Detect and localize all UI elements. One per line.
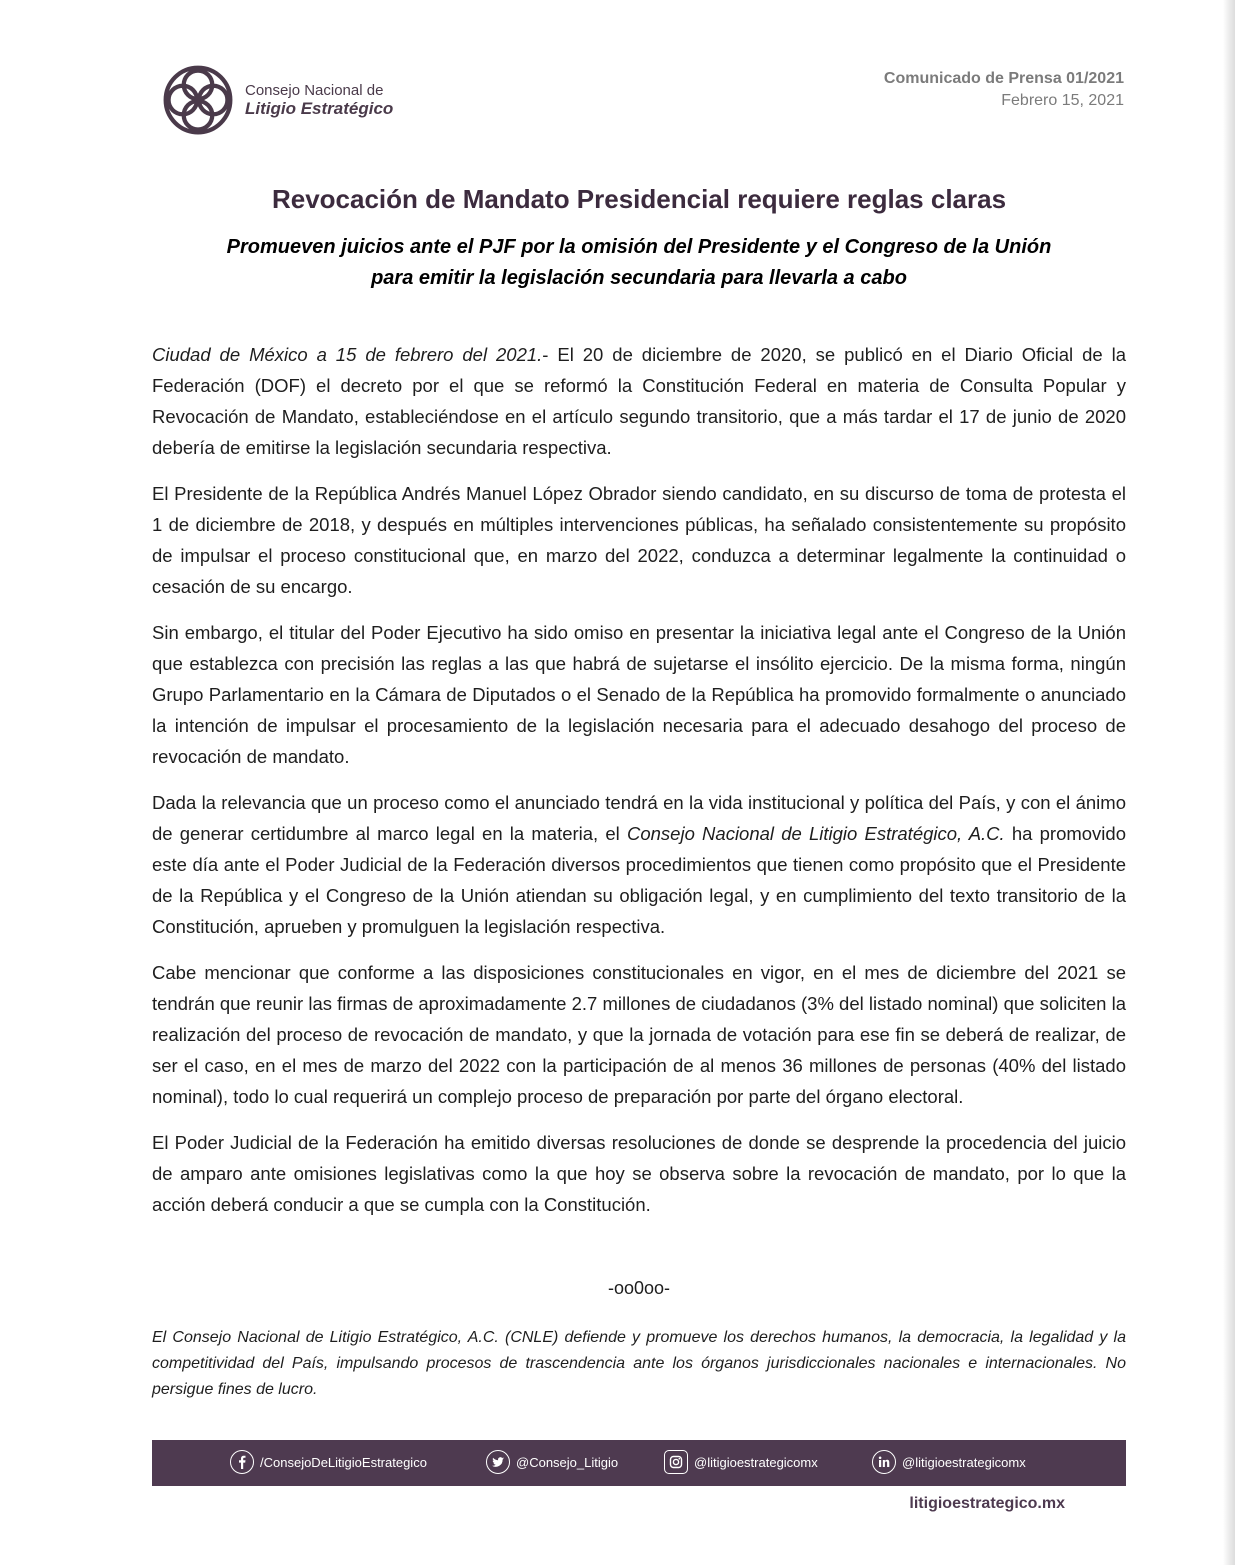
about-organization: El Consejo Nacional de Litigio Estratégico, A.C. (CNLE) defiende y promueve los derechos humanos, la democracia, la legalidad y la competitividad del País, impulsando procesos de trascendencia ante los órganos jurisdiccionales nacionales e internacionales. No persigue fines de lucro. [152, 1329, 1126, 1398]
facebook-icon [230, 1450, 254, 1474]
paragraph-4-org: Consejo Nacional de Litigio Estratégico, A.C. [626, 823, 1005, 844]
twitter-link[interactable] [486, 1450, 618, 1474]
paragraph-4-post: ha promovido este día ante el Poder Judicial de la Federación diversos procedimientos que tienen como propósito que el Presidente de la República y el Congreso de la Unión atiendan su obligación legal, y en cumplimiento del texto transitorio de la Constitución, aprueben y promulguen la legislación respectiva. [152, 823, 1126, 937]
linkedin-handle: @litigioestrategicomx [902, 1454, 1026, 1470]
linkedin-link[interactable] [872, 1450, 1026, 1474]
instagram-link[interactable] [664, 1450, 818, 1474]
social-footer-bar [152, 1440, 1126, 1486]
document-body [152, 339, 1126, 1235]
page-edge-shadow [1223, 0, 1235, 1565]
paragraph-5: Cabe mencionar que conforme a las disposiciones constitucionales en vigor, en el mes de diciembre del 2021 se tendrán que reunir las firmas de aproximadamente 2.7 millones de ciudadanos (3% del listado nominal) que soliciten la realización del proceso de revocación de mandato, y que la jornada de votación para ese fin se deberá de realizar, de ser el caso, en el mes de marzo del 2022 con la participación de al menos 36 millones de personas (40% del listado nominal), todo lo cual requerirá un complejo proceso de preparación por parte del órgano electoral. [152, 962, 1126, 1107]
facebook-handle: /ConsejoDeLitigioEstrategico [260, 1454, 427, 1470]
subtitle-line1: Promueven juicios ante el PJF por la omisión del Presidente y el Congreso de la Unión [226, 236, 1052, 258]
document-subtitle [150, 232, 1128, 294]
paragraph-2: El Presidente de la República Andrés Manuel López Obrador siendo candidato, en su discurso de toma de protesta el 1 de diciembre de 2018, y después en múltiples intervenciones públicas, ha señalado consistentemente su propósito de impulsar el proceso constitucional que, en marzo del 2022, conduzca a determinar legalmente la continuidad o cesación de su encargo. [152, 483, 1126, 597]
paragraph-6: El Poder Judicial de la Federación ha emitido diversas resoluciones de donde se desprende la procedencia del juicio de amparo ante omisiones legislativas como la que hoy se observa sobre la revocación de mandato, por lo que la acción deberá conducir a que se cumpla con la Constitución. [152, 1132, 1126, 1215]
twitter-handle: @Consejo_Litigio [516, 1454, 619, 1470]
paragraph-1 [152, 339, 1126, 463]
logo-text-line1: Consejo Nacional de [245, 81, 384, 99]
facebook-link[interactable] [230, 1450, 427, 1474]
paragraph-1-dateline: Ciudad de México a 15 de febrero del 2021. [152, 344, 543, 365]
paragraph-4 [152, 787, 1126, 942]
press-release-id: Comunicado de Prensa 01/2021 [883, 70, 1124, 87]
knot-logo-icon [160, 62, 236, 138]
paragraph-1-text: - El 20 de diciembre de 2020, se publicó en el Diario Oficial de la Federación (DOF) el decreto por el que se reformó la Constitución Federal en materia de Consulta Popular y Revocación de Mandato, estableciéndose en el artículo segundo transitorio, que a más tardar el 17 de junio de 2020 debería de emitirse la legislación secundaria respectiva. [152, 344, 1126, 458]
instagram-handle: @litigioestrategicomx [694, 1454, 818, 1470]
paragraph-4-pre: Dada la relevancia que un proceso como el anunciado tendrá en la vida institucional y política del País, y con el ánimo de generar certidumbre al marco legal en la materia, el [152, 792, 1126, 844]
logo-text-line2: Litigio Estratégico [245, 98, 394, 118]
instagram-icon [664, 1450, 688, 1474]
website-link[interactable]: litigioestrategico.mx [909, 1495, 1065, 1512]
linkedin-icon [872, 1450, 896, 1474]
paragraph-3: Sin embargo, el titular del Poder Ejecutivo ha sido omiso en presentar la iniciativa legal ante el Congreso de la Unión que establezca con precisión las reglas a las que habrá de sujetarse el insólito ejercicio. De la misma forma, ningún Grupo Parlamentario en la Cámara de Diputados o el Senado de la República ha promovido formalmente o anunciado la intención de impulsar el procesamiento de la legislación necesaria para el adecuado desahogo del proceso de revocación de mandato. [152, 622, 1126, 767]
press-release-date: Febrero 15, 2021 [1001, 92, 1124, 109]
twitter-icon [486, 1450, 510, 1474]
document-title: Revocación de Mandato Presidencial requiere reglas claras [271, 184, 1007, 214]
subtitle-line2: para emitir la legislación secundaria para llevarla a cabo [371, 267, 907, 289]
press-info [884, 68, 1124, 112]
closing-mark: -oo0oo- [607, 1278, 671, 1298]
organization-logo [160, 62, 393, 138]
